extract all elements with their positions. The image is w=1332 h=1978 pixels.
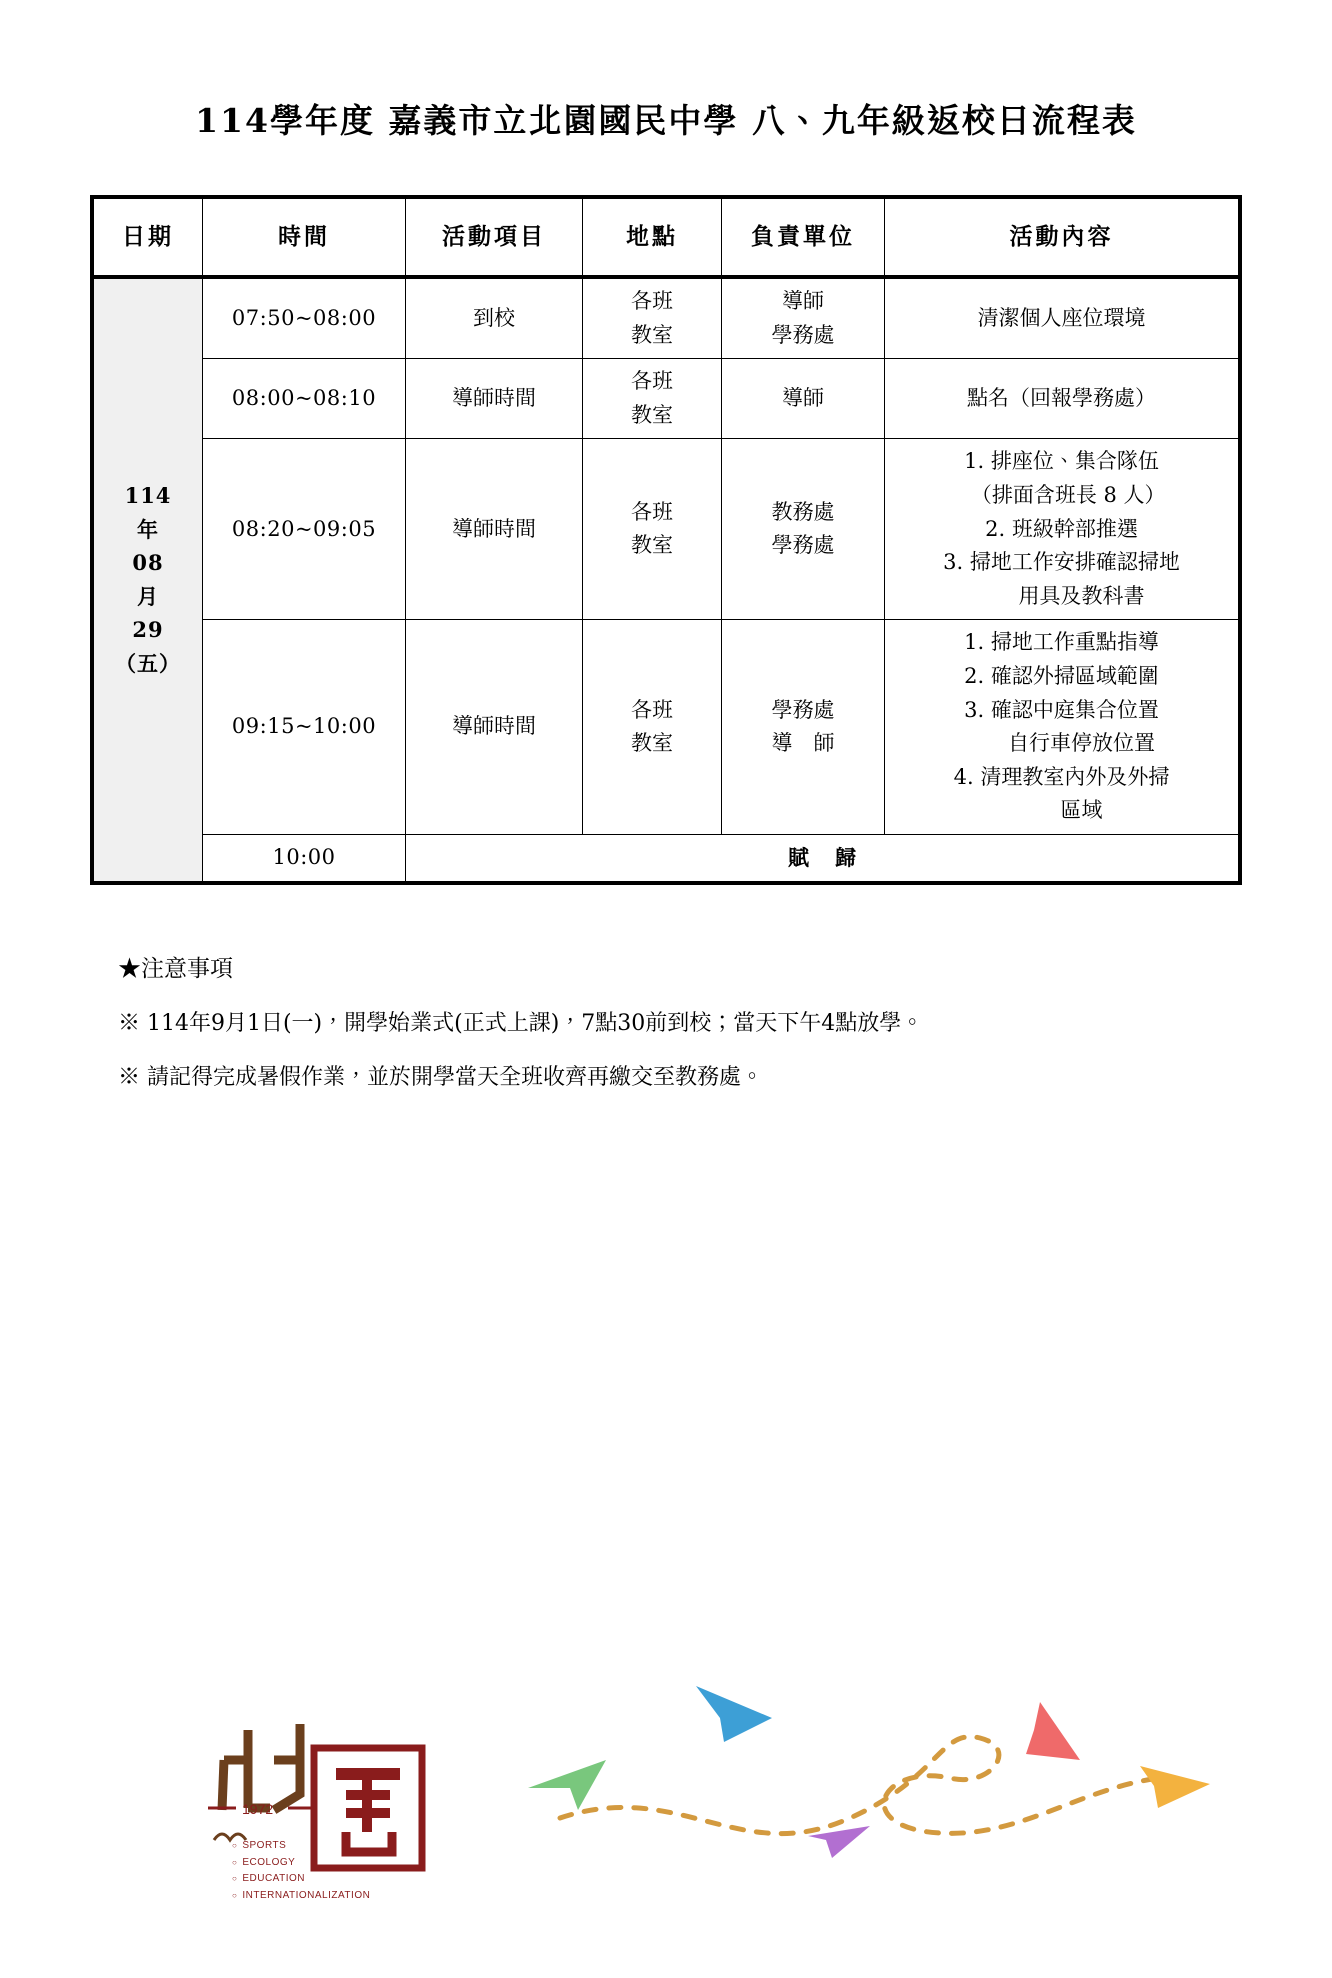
content-line: 點名（回報學務處） (967, 385, 1156, 410)
content-line: （排面含班長 8 人） (957, 482, 1166, 507)
content-line: 3. 確認中庭集合位置 (964, 697, 1159, 722)
date-char: 29 (132, 617, 164, 643)
dismiss-time: 10:00 (203, 834, 406, 882)
place-line: 各班 (631, 697, 673, 722)
plane-green (528, 1760, 606, 1810)
table-header (92, 197, 1240, 277)
logo-tagline: ○ INTERNATIONALIZATION (232, 1888, 370, 1905)
row-activity: 到校 (406, 277, 583, 359)
header-time: 時間 (203, 197, 406, 277)
note-item: ※ 請記得完成暑假作業，並於開學當天全班收齊再繳交至教務處。 (118, 1064, 763, 1090)
row-place (583, 277, 722, 359)
footer-decoration (0, 1628, 1332, 1918)
table-row (92, 620, 1240, 835)
header-date: 日期 (92, 197, 203, 277)
header-activity: 活動項目 (406, 197, 583, 277)
date-char: 年 (137, 516, 159, 542)
date-char: 114 (124, 482, 172, 508)
content-line: 1. 掃地工作重點指導 (964, 630, 1159, 655)
header-content: 活動內容 (885, 197, 1241, 277)
unit-line: 導師 (782, 385, 824, 410)
plane-red (1026, 1702, 1080, 1760)
row-unit (722, 439, 885, 620)
place-line: 各班 (631, 289, 673, 313)
page-title: 114學年度 嘉義市立北園國民中學 八、九年級返校日流程表 (195, 101, 1137, 140)
logo-tagline: ○ EDUCATION (232, 1871, 370, 1888)
content-line: 自行車停放位置 (967, 731, 1156, 756)
unit-line: 學務處 (771, 697, 835, 722)
row-place (583, 620, 722, 835)
content-line: 3. 掃地工作安排確認掃地 (943, 550, 1180, 575)
date-char: （五） (115, 650, 181, 676)
logo-taglines (232, 1838, 370, 1904)
plane-purple (808, 1826, 870, 1858)
notes-heading: ★注意事項 (118, 955, 233, 982)
dismiss-label: 賦歸 (406, 834, 1241, 882)
header-unit: 負責單位 (722, 197, 885, 277)
plane-blue (696, 1686, 772, 1742)
row-time: 09:15~10:00 (203, 620, 406, 835)
unit-line: 學務處 (771, 322, 835, 347)
table-row (92, 439, 1240, 620)
row-unit (722, 620, 885, 835)
row-unit (722, 277, 885, 359)
place-line: 教室 (631, 402, 673, 427)
place-line: 各班 (631, 369, 673, 394)
table-row (92, 359, 1240, 439)
schedule-table-wrapper (90, 195, 1242, 885)
header-place: 地點 (583, 197, 722, 277)
row-activity: 導師時間 (406, 620, 583, 835)
row-activity: 導師時間 (406, 439, 583, 620)
content-line: 用具及教科書 (978, 583, 1145, 608)
row-content (885, 359, 1241, 439)
table-header-row (92, 197, 1240, 277)
date-char: 月 (137, 583, 159, 609)
date-cell (92, 277, 203, 883)
content-line: 清潔個人座位環境 (977, 305, 1146, 330)
row-time: 07:50~08:00 (203, 277, 406, 359)
place-line: 教室 (631, 322, 673, 347)
row-content (885, 277, 1241, 359)
unit-line: 教務處 (771, 499, 835, 524)
table-body (92, 277, 1240, 883)
logo-tagline: ○ ECOLOGY (232, 1855, 370, 1872)
notes-section (118, 941, 1332, 1105)
unit-line: 導 師 (771, 731, 835, 756)
place-line: 教室 (631, 731, 673, 756)
row-time: 08:20~09:05 (203, 439, 406, 620)
row-place (583, 359, 722, 439)
logo-tagline: ○ SPORTS (232, 1838, 370, 1855)
row-activity: 導師時間 (406, 359, 583, 439)
date-char: 08 (132, 550, 164, 576)
place-line: 各班 (631, 499, 673, 524)
table-row (92, 277, 1240, 359)
schedule-table (90, 195, 1242, 885)
school-logo (196, 1690, 426, 1910)
row-content (885, 439, 1241, 620)
content-line: 區域 (1020, 798, 1103, 823)
unit-line: 導師 (782, 289, 824, 313)
table-row-dismiss (92, 834, 1240, 882)
paper-plane-illustration (520, 1668, 1240, 1898)
place-line: 教室 (631, 533, 673, 558)
unit-line: 學務處 (771, 533, 835, 558)
row-place (583, 439, 722, 620)
plane-orange (1140, 1766, 1210, 1808)
note-item: ※ 114年9月1日(一)，開學始業式(正式上課)，7點30前到校；當天下午4點放學。 (118, 1010, 924, 1036)
content-line: 4. 清理教室內外及外掃 (953, 764, 1170, 789)
row-time: 08:00~08:10 (203, 359, 406, 439)
document-page (0, 95, 1332, 1978)
svg-text:1972: 1972 (242, 1801, 274, 1817)
content-line: 2. 確認外掃區域範圍 (964, 663, 1159, 688)
content-line: 1. 排座位、集合隊伍 (964, 449, 1159, 474)
content-line: 2. 班級幹部推選 (985, 516, 1138, 541)
row-unit (722, 359, 885, 439)
row-content (885, 620, 1241, 835)
